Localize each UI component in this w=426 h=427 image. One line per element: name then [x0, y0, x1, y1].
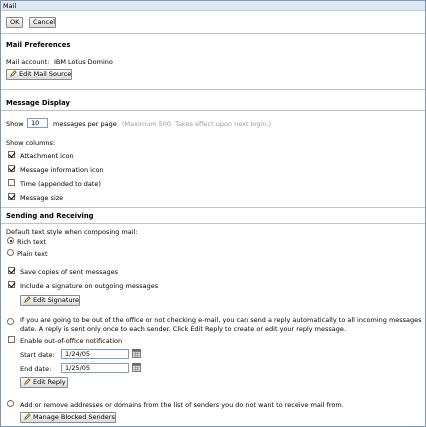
- message-info-icon-checkbox[interactable]: [8, 165, 15, 172]
- pencil-icon: [24, 296, 31, 303]
- time-appended-checkbox[interactable]: [8, 179, 15, 186]
- attachment-icon-checkbox[interactable]: [8, 151, 15, 158]
- edit-reply-label: Edit Reply: [33, 378, 66, 386]
- divider: [1, 110, 425, 111]
- enable-ooo-label: Enable out-of-office notification: [20, 337, 123, 345]
- blocked-senders-description: Add or remove addresses or domains from the list of senders you do not want to receive mail from.: [20, 401, 344, 409]
- ok-button[interactable]: OK: [6, 17, 23, 28]
- rich-text-radio[interactable]: [7, 237, 14, 244]
- show-columns-label: Show columns:: [6, 139, 56, 147]
- manage-blocked-senders-button[interactable]: [20, 412, 116, 423]
- edit-reply-button[interactable]: [20, 377, 68, 388]
- message-size-checkbox[interactable]: [8, 193, 15, 200]
- mail-account-label: Mail account:: [6, 58, 50, 66]
- edit-mail-source-label: Edit Mail Source: [19, 70, 72, 78]
- rich-text-label: Rich text: [17, 238, 46, 246]
- section-title-sending-receiving: Sending and Receiving: [6, 212, 94, 220]
- save-copies-label: Save copies of sent messages: [20, 268, 119, 276]
- show-label: Show: [6, 120, 24, 128]
- window-title: Mail: [1, 1, 425, 11]
- plain-text-radio[interactable]: [7, 249, 14, 256]
- section-title-mail-preferences: Mail Preferences: [6, 41, 71, 49]
- divider: [1, 33, 425, 34]
- include-signature-label: Include a signature on outgoing messages: [20, 282, 159, 290]
- messages-per-page-input[interactable]: 10: [27, 118, 48, 128]
- pencil-icon: [24, 378, 31, 385]
- messages-per-page-hint: (Maximum 500. Takes effect upon next login.): [122, 120, 272, 128]
- divider: [1, 223, 425, 224]
- save-copies-checkbox[interactable]: [8, 267, 15, 274]
- ooo-description: date. A reply is sent only once to each sender. Click Edit Reply to create or edit your reply message.: [20, 325, 346, 333]
- text-style-label: Default text style when composing mail:: [6, 228, 138, 236]
- include-signature-checkbox[interactable]: [8, 281, 15, 288]
- enable-ooo-checkbox[interactable]: [8, 336, 15, 343]
- pencil-icon: [10, 70, 17, 77]
- divider: [1, 207, 425, 208]
- column-label: Attachment icon: [20, 152, 74, 160]
- column-label: Time (appended to date): [20, 180, 101, 188]
- out-of-office-radio[interactable]: [7, 318, 14, 325]
- plain-text-label: Plain text: [17, 250, 48, 258]
- end-date-input[interactable]: 1/25/05: [61, 363, 129, 373]
- divider: [1, 89, 425, 90]
- end-date-label: End date:: [20, 365, 52, 373]
- edit-signature-button[interactable]: [20, 295, 80, 306]
- column-label: Message size: [20, 194, 64, 202]
- edit-mail-source-button[interactable]: [6, 69, 72, 80]
- start-date-input[interactable]: 1/24/05: [61, 349, 129, 359]
- edit-signature-label: Edit Signature: [33, 296, 80, 304]
- column-label: Message information icon: [20, 166, 104, 174]
- manage-blocked-senders-label: Manage Blocked Senders: [33, 413, 115, 421]
- start-date-label: Start date:: [20, 351, 55, 359]
- pencil-icon: [24, 413, 31, 420]
- mail-account-value: IBM Lotus Domino: [54, 58, 113, 66]
- calendar-icon[interactable]: [132, 363, 141, 372]
- ooo-description: If you are going to be out of the office or not checking e-mail, you can send a reply automatically to all incoming messages: [20, 316, 422, 324]
- blocked-senders-radio[interactable]: [7, 400, 14, 407]
- calendar-icon[interactable]: [132, 349, 141, 358]
- cancel-button[interactable]: Cancel: [29, 17, 56, 28]
- section-title-message-display: Message Display: [6, 99, 70, 107]
- messages-per-page-label: messages per page: [53, 120, 117, 128]
